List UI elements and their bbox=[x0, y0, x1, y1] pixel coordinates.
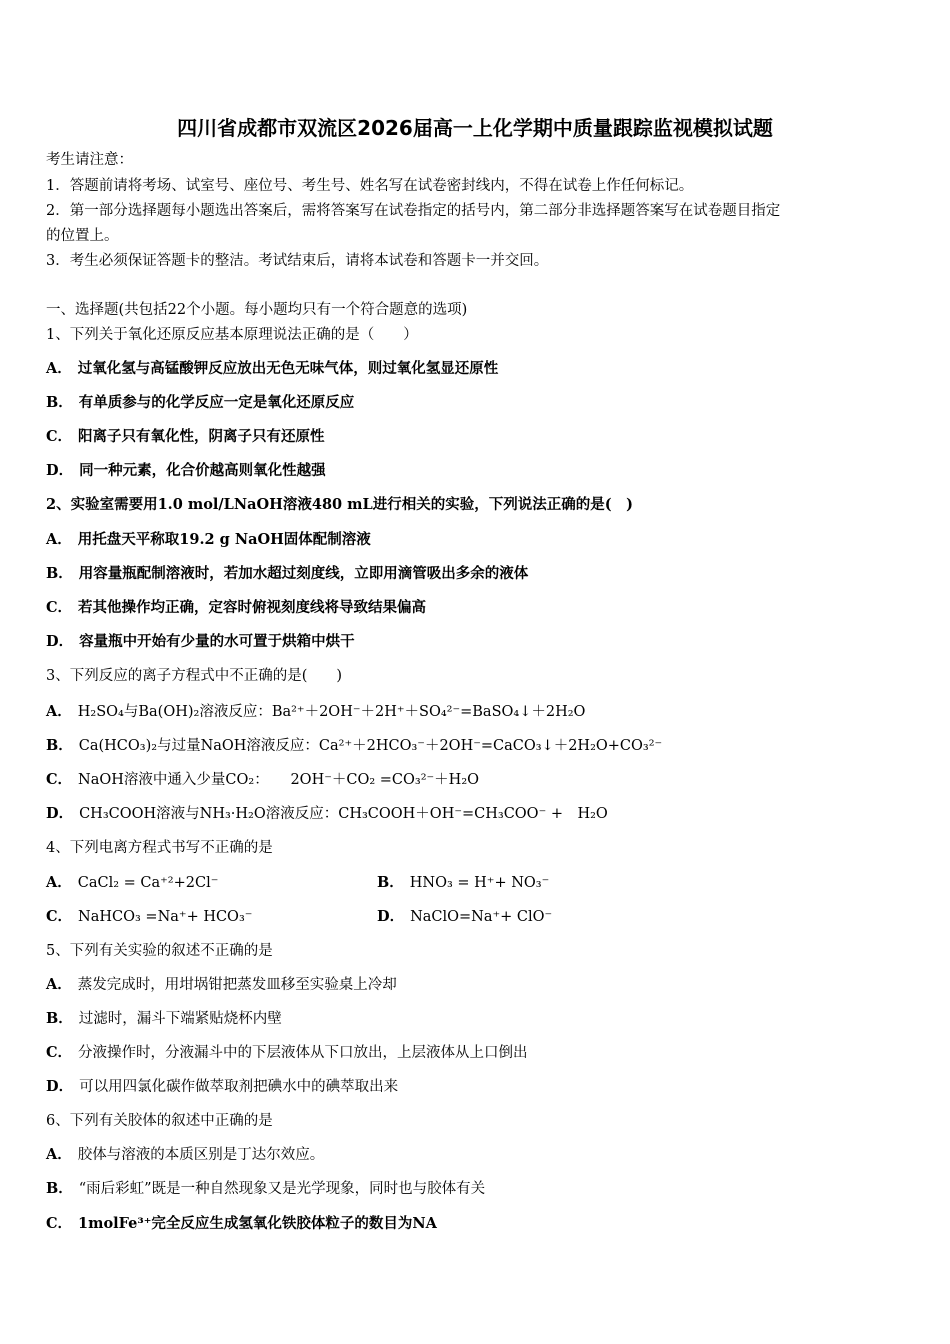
question-4-option-b bbox=[377, 873, 549, 893]
notice-item: 1．答题前请将考场、试室号、座位号、考生号、姓名写在试卷密封线内，不得在试卷上作任何标记。 bbox=[46, 178, 694, 194]
option-text: 用托盘天平称取19.2 g NaOH固体配制溶液 bbox=[77, 531, 371, 548]
option-text: 分液操作时，分液漏斗中的下层液体从下口放出，上层液体从上口倒出 bbox=[78, 1045, 528, 1061]
option-text: CaCl₂ = Ca⁺²+2Cl⁻ bbox=[77, 875, 219, 891]
option-text: H₂SO₄与Ba(OH)₂溶液反应：Ba²⁺＋2OH⁻＋2H⁺＋SO₄²⁻=BaSO₄↓＋2H₂O bbox=[77, 704, 586, 720]
notice-item: 2．第一部分选择题每小题选出答案后，需将答案写在试卷指定的括号内，第二部分非选择题答案写在试卷题目指定 bbox=[46, 203, 781, 219]
option-label: C． bbox=[46, 908, 73, 925]
option-label: D． bbox=[46, 1078, 74, 1095]
question-1-stem: 1、下列关于氧化还原反应基本原理说法正确的是（ ） bbox=[46, 327, 418, 343]
option-text: CH₃COOH溶液与NH₃·H₂O溶液反应：CH₃COOH＋OH⁻=CH₃COO⁻ + H₂O bbox=[79, 806, 608, 822]
question-1-option-a bbox=[46, 359, 498, 379]
option-text: NaClO=Na⁺+ ClO⁻ bbox=[410, 909, 553, 925]
question-3-option-d bbox=[46, 804, 608, 824]
option-text: 容量瓶中开始有少量的水可置于烘箱中烘干 bbox=[79, 633, 355, 650]
option-label: A． bbox=[46, 703, 72, 720]
option-text: 用容量瓶配制溶液时，若加水超过刻度线，立即用滴管吸出多余的液体 bbox=[78, 565, 529, 582]
option-label: B． bbox=[46, 565, 73, 582]
option-label: B． bbox=[46, 1010, 73, 1027]
option-text: 阳离子只有氧化性，阴离子只有还原性 bbox=[78, 428, 325, 445]
option-label: A． bbox=[46, 874, 72, 891]
question-6-stem: 6、下列有关胶体的叙述中正确的是 bbox=[46, 1113, 273, 1129]
option-text: Ca(HCO₃)₂与过量NaOH溶液反应：Ca²⁺＋2HCO₃⁻＋2OH⁻=CaCO₃↓＋2H₂O+CO₃²⁻ bbox=[78, 738, 663, 754]
option-text: 过氧化氢与高锰酸钾反应放出无色无味气体，则过氧化氢显还原性 bbox=[77, 360, 499, 377]
question-1-option-b bbox=[46, 393, 354, 413]
question-4-stem: 4、下列电离方程式书写不正确的是 bbox=[46, 840, 273, 856]
notice-item: 的位置上。 bbox=[46, 228, 119, 244]
option-text: 过滤时，漏斗下端紧贴烧杯内壁 bbox=[78, 1011, 282, 1027]
option-text: NaOH溶液中通入少量CO₂： 2OH⁻＋CO₂ =CO₃²⁻＋H₂O bbox=[78, 772, 480, 788]
question-3-stem: 3、下列反应的离子方程式中不正确的是( ) bbox=[46, 668, 343, 684]
notice-item: 3．考生必须保证答题卡的整洁。考试结束后，请将本试卷和答题卡一并交回。 bbox=[46, 253, 549, 269]
question-2-option-c bbox=[46, 598, 426, 618]
option-label: B． bbox=[46, 737, 73, 754]
question-3-option-b bbox=[46, 736, 662, 756]
option-label: B． bbox=[46, 394, 73, 411]
option-label: C． bbox=[46, 428, 73, 445]
option-text: HNO₃ = H⁺+ NO₃⁻ bbox=[409, 875, 550, 891]
question-5-option-d bbox=[46, 1077, 398, 1097]
option-label: A． bbox=[46, 1146, 72, 1163]
option-label: B． bbox=[377, 874, 404, 891]
option-text: 胶体与溶液的本质区别是丁达尔效应。 bbox=[77, 1147, 325, 1163]
question-1-option-d bbox=[46, 461, 326, 481]
notice-heading: 考生请注意： bbox=[46, 152, 133, 168]
option-text: 1molFe³⁺完全反应生成氢氧化铁胶体粒子的数目为NA bbox=[78, 1215, 437, 1232]
option-label: B． bbox=[46, 1180, 73, 1197]
question-4-option-a bbox=[46, 873, 218, 893]
question-2-stem: 2、实验室需要用1.0 mol/LNaOH溶液480 mL进行相关的实验，下列说法正确的是( ) bbox=[46, 496, 633, 513]
option-text: 若其他操作均正确，定容时俯视刻度线将导致结果偏高 bbox=[78, 599, 427, 616]
option-text: NaHCO₃ =Na⁺+ HCO₃⁻ bbox=[78, 909, 253, 925]
option-label: A． bbox=[46, 976, 72, 993]
question-1-option-c bbox=[46, 427, 325, 447]
question-6-option-c bbox=[46, 1214, 437, 1234]
question-3-option-c bbox=[46, 770, 479, 790]
option-text: 有单质参与的化学反应一定是氧化还原反应 bbox=[78, 394, 355, 411]
option-label: A． bbox=[46, 360, 72, 377]
option-label: C． bbox=[46, 771, 73, 788]
option-text: “雨后彩虹”既是一种自然现象又是光学现象，同时也与胶体有关 bbox=[78, 1181, 486, 1197]
question-3-option-a bbox=[46, 702, 585, 722]
question-2-option-d bbox=[46, 632, 355, 652]
option-text: 蒸发完成时，用坩埚钳把蒸发皿移至实验桌上冷却 bbox=[77, 977, 397, 993]
question-5-stem: 5、下列有关实验的叙述不正确的是 bbox=[46, 943, 273, 959]
option-label: D． bbox=[46, 633, 74, 650]
page-title: 四川省成都市双流区2026届高一上化学期中质量跟踪监视模拟试题 bbox=[177, 116, 773, 140]
question-4-option-c bbox=[46, 907, 252, 927]
option-label: D． bbox=[46, 462, 74, 479]
question-6-option-b bbox=[46, 1179, 485, 1199]
question-5-option-a bbox=[46, 975, 397, 995]
option-text: 可以用四氯化碳作做萃取剂把碘水中的碘萃取出来 bbox=[79, 1079, 399, 1095]
question-6-option-a bbox=[46, 1145, 324, 1165]
option-label: C． bbox=[46, 1215, 73, 1232]
option-text: 同一种元素，化合价越高则氧化性越强 bbox=[79, 462, 326, 479]
question-5-option-c bbox=[46, 1043, 528, 1063]
option-label: D． bbox=[46, 805, 74, 822]
question-2-option-a bbox=[46, 530, 371, 550]
option-label: C． bbox=[46, 1044, 73, 1061]
option-label: A． bbox=[46, 531, 72, 548]
question-5-option-b bbox=[46, 1009, 282, 1029]
question-2-option-b bbox=[46, 564, 528, 584]
option-label: C． bbox=[46, 599, 73, 616]
option-label: D． bbox=[377, 908, 405, 925]
section-title: 一、选择题(共包括22个小题。每小题均只有一个符合题意的选项) bbox=[46, 302, 468, 318]
question-4-option-d bbox=[377, 907, 552, 927]
